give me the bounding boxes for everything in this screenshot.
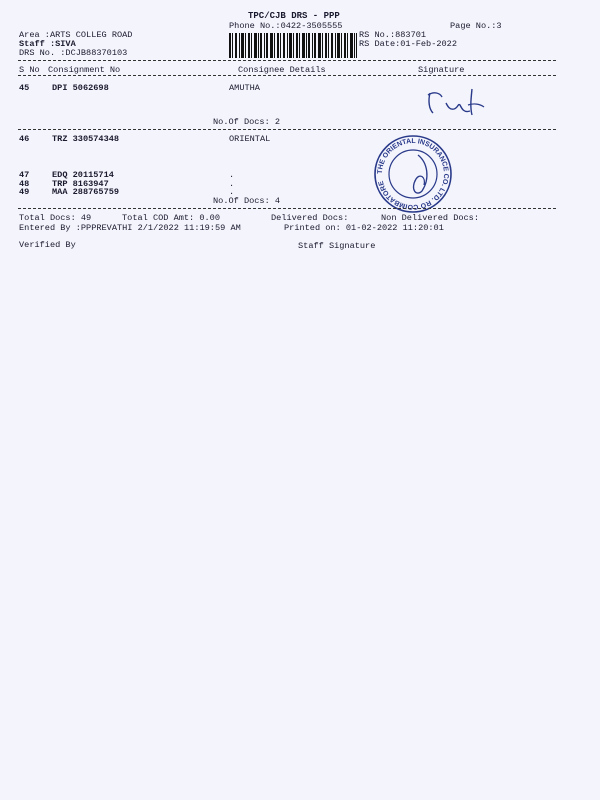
divider (18, 208, 556, 209)
non-delivered-docs: Non Delivered Docs: (381, 213, 479, 223)
entered-by: Entered By :PPPREVATHI 2/1/2022 11:19:59 AM (19, 223, 241, 233)
row-consignee: . (229, 187, 235, 197)
row-consignee: . (229, 179, 235, 189)
row-consignment: DPI 5062698 (52, 83, 109, 93)
rs-date: RS Date:01-Feb-2022 (359, 39, 457, 49)
column-header-consignee: Consignee Details (238, 65, 326, 75)
rs-number: RS No.:883701 (359, 30, 427, 40)
printed-on: Printed on: 01-02-2022 11:20:01 (284, 223, 444, 233)
page-number: Page No.:3 (450, 21, 502, 31)
group-doc-count: No.Of Docs: 2 (213, 117, 281, 127)
row-consignee: ORIENTAL (229, 134, 271, 144)
divider (18, 60, 556, 61)
column-header-consignment: Consignment No (48, 65, 121, 75)
row-consignee: AMUTHA (229, 83, 260, 93)
phone-number: Phone No.:0422-3505555 (229, 21, 343, 31)
staff-label: Staff :SIVA (19, 39, 76, 49)
row-sno: 49 (19, 187, 30, 197)
total-cod-amount: Total COD Amt: 0.00 (122, 213, 220, 223)
delivered-docs: Delivered Docs: (271, 213, 349, 223)
row-sno: 48 (19, 179, 30, 189)
insurance-stamp-image (372, 133, 454, 215)
area-label: Area :ARTS COLLEG ROAD (19, 30, 133, 40)
document-title: TPC/CJB DRS - PPP (248, 11, 340, 21)
drs-number: DRS No. :DCJB88370103 (19, 48, 128, 58)
total-docs: Total Docs: 49 (19, 213, 92, 223)
svg-text:THE ORIENTAL INSURANCE CO. LTD: THE ORIENTAL INSURANCE CO. LTD. RO COIMBATORE (376, 137, 450, 211)
row-consignment: TRZ 330574348 (52, 134, 120, 144)
row-consignee: . (229, 170, 235, 180)
verified-by: Verified By (19, 240, 76, 250)
column-header-sno: S No (19, 65, 40, 75)
divider (18, 129, 556, 130)
row-sno: 47 (19, 170, 30, 180)
column-header-signature: Signature (418, 65, 465, 75)
barcode-image (229, 33, 357, 58)
signature-image (424, 83, 494, 125)
staff-signature: Staff Signature (298, 241, 376, 251)
group-doc-count: No.Of Docs: 4 (213, 196, 281, 206)
row-sno: 46 (19, 134, 30, 144)
row-consignment: EDQ 20115714 (52, 170, 114, 180)
row-consignment: TRP 8163947 (52, 179, 109, 189)
divider (18, 75, 556, 76)
row-consignment: MAA 288765759 (52, 187, 120, 197)
row-sno: 45 (19, 83, 30, 93)
